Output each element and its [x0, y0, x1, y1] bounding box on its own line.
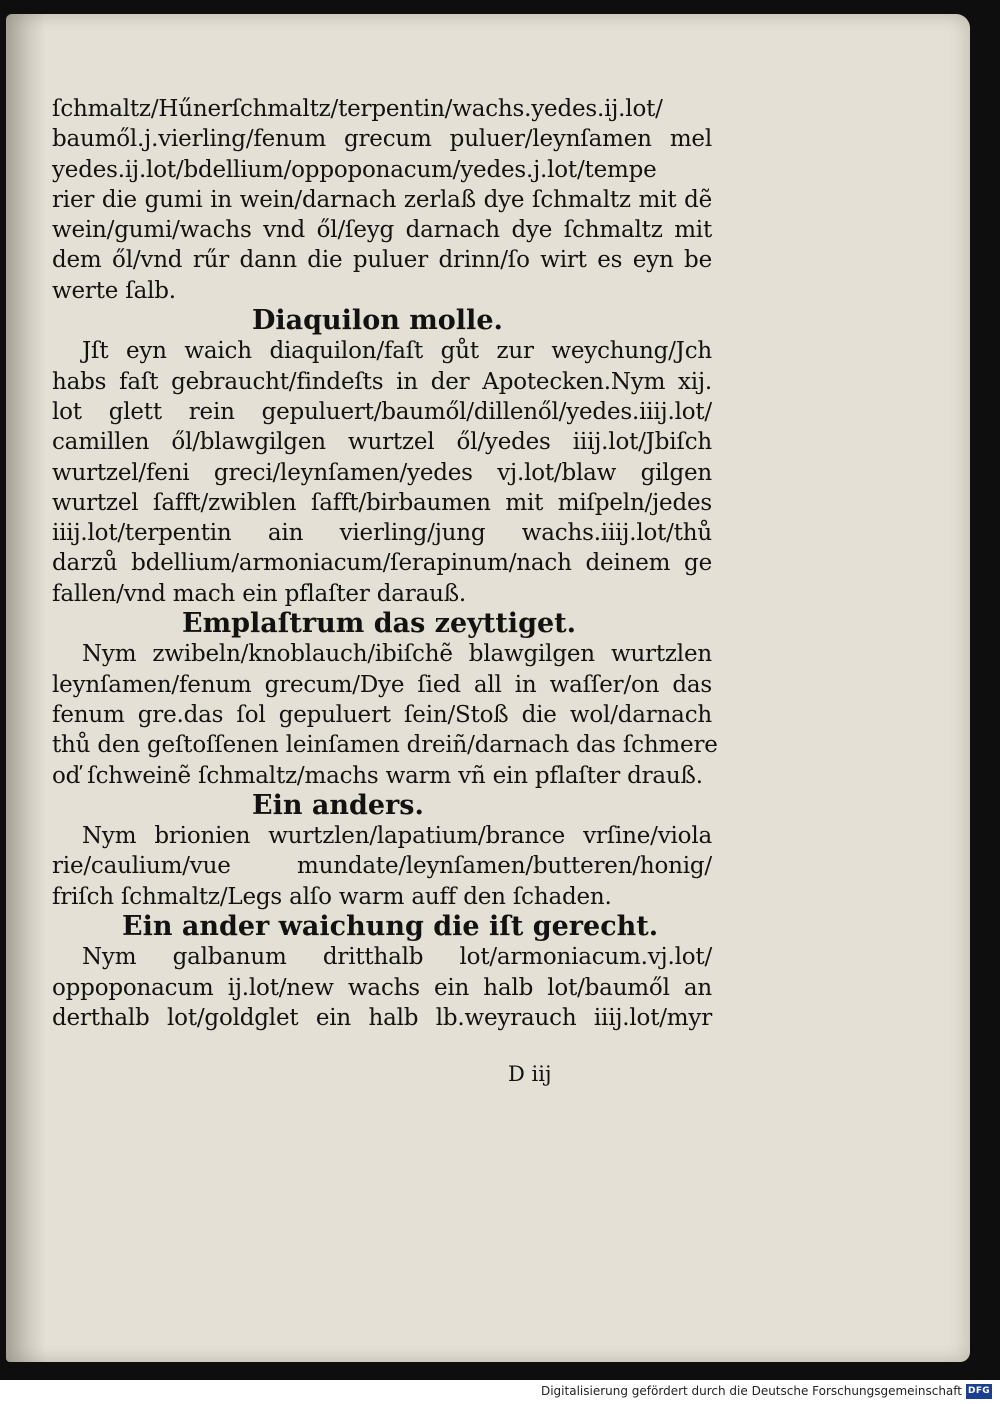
- text-line: lot glett rein gepuluert/baumől/dillenől/yedes.iiij.lot/: [52, 398, 712, 425]
- text-line: Jſt eyn waich diaquilon/faſt gůt zur weychung/Jch: [82, 338, 712, 365]
- text-line: iiij.lot/terpentin ain vierling/jung wachs.iiij.lot/thů: [52, 520, 712, 547]
- section-heading-waichung: Ein ander waichung die iſt gerecht.: [122, 911, 659, 943]
- text-line: ſchmaltz/Hűnerſchmaltz/terpentin/wachs.yedes.ij.lot/: [52, 96, 663, 122]
- text-line: Nym zwibeln/knoblauch/ibiſchẽ blawgilgen wurtzlen: [82, 641, 712, 668]
- section-heading-ein-anders: Ein anders.: [252, 789, 424, 821]
- text-line: oppoponacum ij.lot/new wachs ein halb lot/baumől an: [52, 974, 712, 1001]
- text-line: Nym galbanum dritthalb lot/armoniacum.vj.lot/: [82, 944, 712, 971]
- text-line: friſch ſchmaltz/Legs alſo warm auff den ſchaden.: [52, 883, 612, 910]
- text-line: camillen ől/blawgilgen wurtzel ől/yedes iiij.lot/Jbiſch: [52, 429, 712, 456]
- text-line: Nym brionien wurtzlen/lapatium/brance vrſine/viola: [82, 823, 712, 850]
- text-line: darzů bdellium/armoniacum/ſerapinum/nach deinem ge: [52, 550, 712, 577]
- page-text: [52, 94, 718, 1033]
- text-line: rier die gumi in wein/darnach zerlaß dye ſchmaltz mit dẽ: [52, 186, 712, 213]
- text-line: derthalb lot/goldglet ein halb lb.weyrauch iiij.lot/myr: [52, 1004, 712, 1031]
- text-line: thů den geſtoſſenen leinſamen dreiñ/darnach das ſchmere: [52, 732, 718, 759]
- signature-mark: D iij: [508, 1062, 552, 1086]
- section-heading-diaquilon: Diaquilon molle.: [252, 305, 503, 337]
- text-line: leynſamen/fenum grecum/Dye ſied all in waſſer/on das: [52, 671, 712, 698]
- text-line: rie/caulium/vue mundate/leynſamen/butteren/honig/: [52, 853, 712, 880]
- text-line: baumől.j.vierling/fenum grecum puluer/leynſamen mel: [52, 126, 712, 153]
- footer-bar: [0, 1380, 1000, 1404]
- section-heading-emplastrum: Emplaſtrum das zeyttiget.: [182, 608, 576, 640]
- dfg-logo-icon: DFG: [966, 1384, 992, 1399]
- text-line: habs faſt gebraucht/findeſts in der Apotecken.Nym xij.: [52, 368, 712, 395]
- text-line: fenum gre.das ſol gepuluert ſein/Stoß die wol/darnach: [52, 701, 712, 728]
- text-line: oď ſchweinẽ ſchmaltz/machs warm vñ ein pflaſter drauß.: [52, 762, 703, 789]
- text-line: wurtzel ſafft/zwiblen ſafft/birbaumen mit miſpeln/jedes: [52, 489, 712, 516]
- text-line: werte ſalb.: [52, 277, 176, 304]
- text-line: fallen/vnd mach ein pflaſter darauß.: [52, 580, 466, 607]
- text-line: wurtzel/feni greci/leynſamen/yedes vj.lot/blaw gilgen: [52, 459, 712, 486]
- funding-credit: Digitalisierung gefördert durch die Deutsche Forschungsgemeinschaft: [540, 1384, 962, 1398]
- text-line: yedes.ij.lot/bdellium/oppoponacum/yedes.j.lot/tempe: [52, 156, 657, 183]
- text-line: dem ől/vnd rűr dann die puluer drinn/ſo wirt es eyn be: [52, 247, 712, 274]
- text-line: wein/gumi/wachs vnd ől/ſeyg darnach dye ſchmaltz mit: [52, 217, 712, 244]
